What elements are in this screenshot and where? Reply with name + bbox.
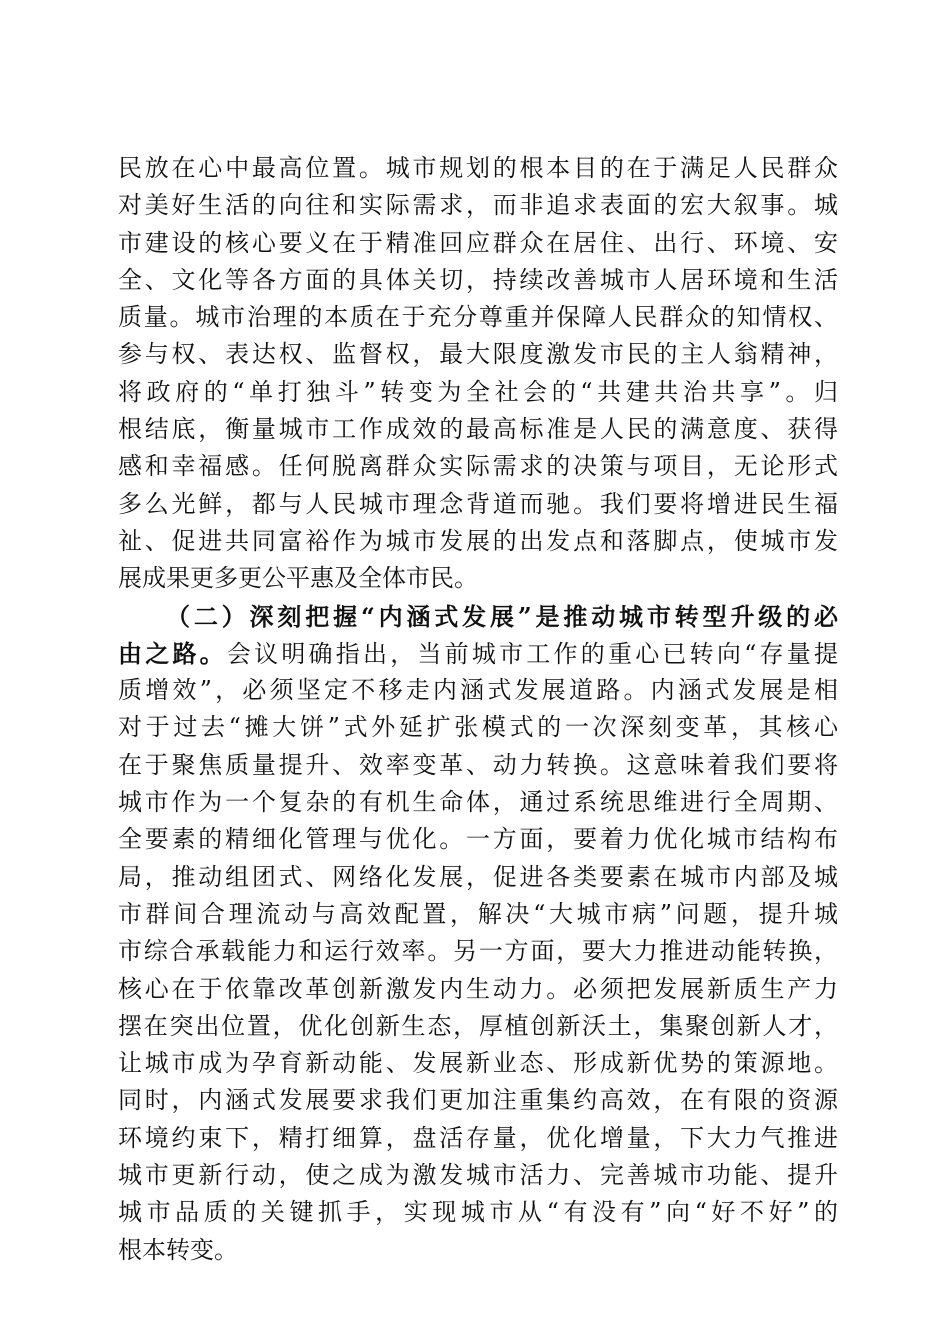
paragraph-line: 根本转变。 xyxy=(118,1235,238,1264)
paragraph-line: 民放在心中最高位置。城市规划的根本目的在于满足人民群众 xyxy=(118,154,838,182)
paragraph-line: 展成果更多更公平惠及全体市民。 xyxy=(118,564,478,593)
paragraph-line: 根结底，衡量城市工作成效的最高标准是人民的满意度、获得 xyxy=(118,415,838,444)
paragraph-line: 将政府的“单打独斗”转变为全社会的“共建共治共享”。归 xyxy=(118,377,838,406)
section-heading-end: 由之路。 xyxy=(118,638,227,668)
paragraph-line: 感和幸福感。任何脱离群众实际需求的决策与项目，无论形式 xyxy=(118,452,838,481)
paragraph-line: 多么光鲜，都与人民城市理念背道而驰。我们要将增进民生福 xyxy=(118,489,838,518)
section-heading: （二）深刻把握“内涵式发展”是推动城市转型升级的必 xyxy=(166,601,838,631)
body-text xyxy=(118,150,838,1269)
paragraph-line: 在于聚焦质量提升、效率变革、动力转换。这意味着我们要将 xyxy=(118,750,838,779)
paragraph-line xyxy=(118,635,838,672)
paragraph-line: 全要素的精细化管理与优化。一方面，要着力优化城市结构布 xyxy=(118,825,838,854)
paragraph-line: 城市更新行动，使之成为激发城市活力、完善城市功能、提升 xyxy=(118,1161,838,1190)
paragraph-line: 城市作为一个复杂的有机生命体，通过系统思维进行全周期、 xyxy=(118,788,838,817)
paragraph-line: 参与权、表达权、监督权，最大限度激发市民的主人翁精神， xyxy=(118,340,838,369)
paragraph-line: 同时，内涵式发展要求我们更加注重集约高效，在有限的资源 xyxy=(118,1086,838,1115)
paragraph-line: 局，推动组团式、网络化发展，促进各类要素在城市内部及城 xyxy=(118,862,838,891)
paragraph-line: 让城市成为孕育新动能、发展新业态、形成新优势的策源地。 xyxy=(118,1049,838,1078)
paragraph-line: 环境约束下，精打细算，盘活存量，优化增量，下大力气推进 xyxy=(118,1123,838,1152)
paragraph-line: 核心在于依靠改革创新激发内生动力。必须把发展新质生产力 xyxy=(118,974,838,1003)
paragraph-text: 会议明确指出，当前城市工作的重心已转向“存量提 xyxy=(226,639,838,668)
paragraph-line: 质增效”，必须坚定不移走内涵式发展道路。内涵式发展是相 xyxy=(118,676,838,705)
paragraph-line: 城市品质的关键抓手，实现城市从“有没有”向“好不好”的 xyxy=(118,1198,838,1227)
paragraph-line: 对于过去“摊大饼”式外延扩张模式的一次深刻变革，其核心 xyxy=(118,713,838,742)
paragraph-line: 对美好生活的向往和实际需求，而非追求表面的宏大叙事。城 xyxy=(118,191,838,220)
paragraph-line: 摆在突出位置，优化创新生态，厚植创新沃土，集聚创新人才， xyxy=(118,1011,838,1040)
paragraph-line: 市综合承载能力和运行效率。另一方面，要大力推进动能转换， xyxy=(118,937,838,966)
paragraph-line: 市群间合理流动与高效配置，解决“大城市病”问题，提升城 xyxy=(118,899,838,928)
paragraph-line: 全、文化等各方面的具体关切，持续改善城市人居环境和生活 xyxy=(118,265,838,294)
paragraph-line: 市建设的核心要义在于精准回应群众在居住、出行、环境、安 xyxy=(118,228,838,257)
paragraph-line: 质量。城市治理的本质在于充分尊重并保障人民群众的知情权、 xyxy=(118,303,838,332)
paragraph-line: 祉、促进共同富裕作为城市发展的出发点和落脚点，使城市发 xyxy=(118,526,838,555)
